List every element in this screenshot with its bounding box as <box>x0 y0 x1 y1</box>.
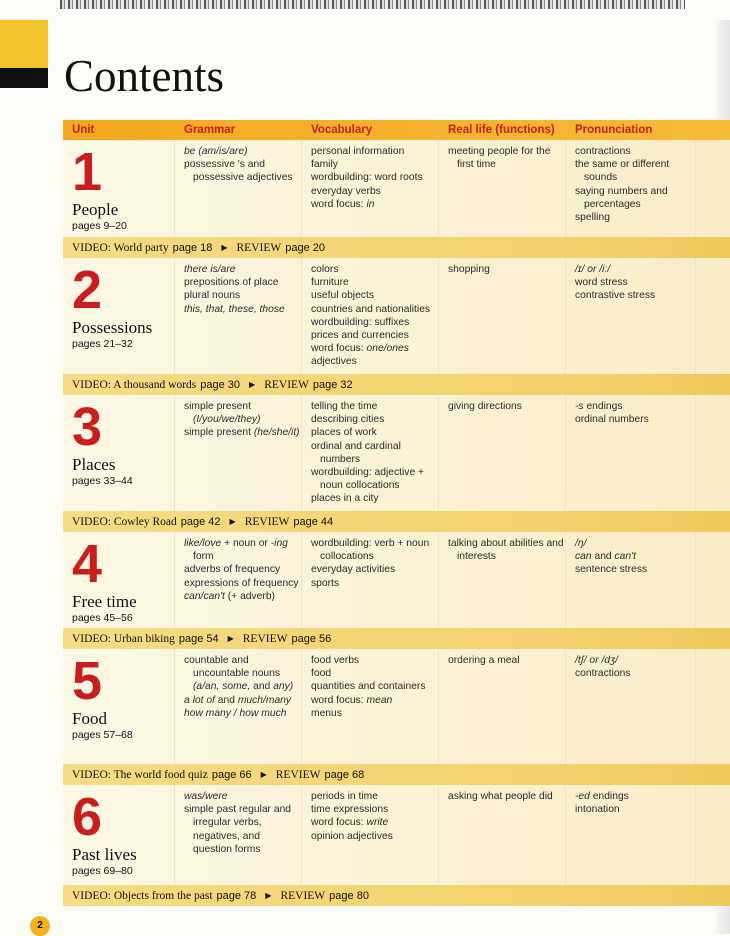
grammar-entry <box>184 276 301 289</box>
entry-text: like/love <box>184 538 222 549</box>
entry-text: was/were <box>184 791 228 802</box>
review-label: REVIEW <box>242 632 288 645</box>
entry-text: endings <box>583 401 623 412</box>
review-page: page 56 <box>291 632 332 645</box>
vocabulary-entry <box>311 440 438 466</box>
unit-row <box>63 532 730 628</box>
entry-text: in <box>366 198 375 210</box>
entry-text: word focus: <box>311 198 367 210</box>
entry-text: plural nouns <box>184 290 241 302</box>
entry-text: /tʃ/ or /dʒ/ <box>575 655 619 666</box>
entry-text: word focus: <box>311 817 367 829</box>
review-page: page 44 <box>293 515 334 528</box>
pronunciation-entry <box>575 211 695 224</box>
entry-text: can <box>575 551 592 563</box>
pronunciation-entry <box>575 276 695 289</box>
entry-text: be (am/is/are) <box>184 146 248 157</box>
entry-text: adverbs of frequency <box>184 564 281 576</box>
video-review-bar <box>63 885 730 906</box>
grammar-entry <box>184 289 301 302</box>
vocabulary-cell <box>302 532 439 628</box>
entry-text: intonation <box>575 804 620 816</box>
unit-name: Possessions <box>72 318 153 337</box>
entry-text: contractions <box>575 668 631 680</box>
entry-text: countries and nationalities <box>311 303 431 315</box>
entry-text: furniture <box>311 277 349 289</box>
entry-text: telling the time <box>311 401 378 412</box>
video-review-bar <box>63 628 730 649</box>
vocabulary-entry <box>311 413 438 426</box>
arrow-right-icon: ▶ <box>229 517 236 526</box>
vocabulary-entry <box>311 316 438 329</box>
vocabulary-entry <box>311 537 438 563</box>
grammar-entry <box>184 803 301 856</box>
unit-name: Past lives <box>72 845 137 864</box>
entry-text: (I/you/we/they) <box>193 414 261 426</box>
unit-row <box>63 258 730 374</box>
unit-row <box>63 785 730 885</box>
real-life-entry <box>448 790 565 803</box>
vocabulary-cell <box>302 258 439 374</box>
entry-text: ordinal and cardinal numbers <box>311 440 401 465</box>
entry-text: a lot of <box>184 694 215 706</box>
entry-text: form <box>193 551 214 563</box>
entry-text: time expressions <box>311 804 389 816</box>
vocabulary-entry <box>311 342 438 355</box>
vocabulary-entry <box>311 355 438 368</box>
entry-text: -ed <box>575 791 590 802</box>
unit-row <box>63 395 730 511</box>
pronunciation-entry <box>575 185 695 211</box>
entry-text: wordbuilding: word roots <box>311 172 423 184</box>
entry-text: ordinal numbers <box>575 414 649 426</box>
video-title: VIDEO: Urban biking <box>72 632 175 645</box>
entry-text: wordbuilding: suffixes <box>311 316 410 328</box>
vocabulary-entry <box>311 654 438 667</box>
entry-text: menus <box>311 707 342 719</box>
entry-text: colors <box>311 264 339 275</box>
entry-text: possessive 's and possessive adjectives <box>184 159 293 184</box>
video-review-bar <box>63 764 730 785</box>
entry-text: (+ adverb) <box>224 590 275 602</box>
unit-pages: pages 21–32 <box>72 338 133 351</box>
vocabulary-entry <box>311 158 438 171</box>
unit-number: 4 <box>72 534 103 594</box>
unit-number: 6 <box>72 787 103 847</box>
pronunciation-entry <box>575 145 695 158</box>
grammar-entry <box>184 400 301 426</box>
review-page: page 32 <box>312 378 353 391</box>
entry-text: talking about abilities and interests <box>448 538 564 563</box>
grammar-cell <box>175 395 302 511</box>
unit-row <box>63 140 730 237</box>
vocabulary-entry <box>311 263 438 276</box>
unit-pages: pages 69–80 <box>72 865 133 878</box>
unit-number: 1 <box>72 142 103 202</box>
real-life-entry <box>448 145 565 171</box>
arrow-right-icon: ▶ <box>227 634 234 643</box>
unit-cell <box>63 258 175 374</box>
pronunciation-cell <box>566 140 696 237</box>
arrow-right-icon: ▶ <box>221 243 228 252</box>
arrow-right-icon: ▶ <box>265 891 272 900</box>
entry-text: prepositions of place <box>184 277 279 289</box>
review-page: page 80 <box>329 889 369 902</box>
vocabulary-entry <box>311 329 438 342</box>
video-title: VIDEO: The world food quiz <box>72 768 208 781</box>
entry-text: wordbuilding: verb + noun collocations <box>311 538 430 563</box>
entry-text: everyday activities <box>311 564 396 576</box>
grammar-entry <box>184 537 301 563</box>
real-life-entry <box>448 400 565 413</box>
entry-text: adjectives <box>311 356 357 368</box>
unit-cell <box>63 532 175 628</box>
unit-rows <box>63 140 730 906</box>
real-life-entry <box>448 537 565 563</box>
vocabulary-entry <box>311 563 438 576</box>
video-page: page 66 <box>211 768 252 781</box>
entry-text: sentence stress <box>575 564 648 576</box>
pronunciation-entry <box>575 289 695 302</box>
video-title: VIDEO: A thousand words <box>72 378 197 391</box>
grammar-entry <box>184 694 301 707</box>
video-title: VIDEO: Cowley Road <box>72 515 177 528</box>
entry-text: one/ones <box>366 343 409 355</box>
header-pronunciation: Pronunciation <box>575 124 653 136</box>
entry-text: /ŋ/ <box>575 538 587 549</box>
unit-pages: pages 57–68 <box>72 729 133 742</box>
grammar-entry <box>184 263 301 276</box>
page-title: Contents <box>64 51 225 101</box>
pronunciation-entry <box>575 667 695 680</box>
entry-text: food <box>311 668 332 680</box>
entry-text: mean <box>366 694 393 706</box>
entry-text: -ing <box>270 538 288 549</box>
entry-text: (a/an, some, <box>193 681 251 693</box>
vocabulary-cell <box>302 140 439 237</box>
unit-cell <box>63 395 175 511</box>
entry-text: countable and uncountable nouns <box>184 655 281 680</box>
pronunciation-entry <box>575 563 695 576</box>
yellow-corner-block <box>0 20 48 68</box>
unit-name: People <box>72 200 119 219</box>
real-life-cell <box>439 532 566 628</box>
vocabulary-entry <box>311 790 438 803</box>
vocabulary-entry <box>311 694 438 707</box>
video-page: page 78 <box>216 889 257 902</box>
entry-text: and <box>591 551 615 563</box>
pronunciation-cell <box>566 258 696 374</box>
entry-text: the same or different sounds <box>575 159 670 184</box>
review-page: page 68 <box>324 768 365 781</box>
unit-cell <box>63 649 175 764</box>
pronunciation-cell <box>566 649 696 764</box>
vocabulary-entry <box>311 667 438 680</box>
entry-text: describing cities <box>311 414 385 426</box>
entry-text: simple present <box>184 427 254 439</box>
entry-text: family <box>311 159 338 171</box>
table-header <box>63 120 730 140</box>
entry-text: much/many <box>237 694 292 706</box>
vocabulary-entry <box>311 289 438 302</box>
grammar-cell <box>175 649 302 764</box>
grammar-entry <box>184 577 301 590</box>
grammar-cell <box>175 532 302 628</box>
vocabulary-entry <box>311 426 438 439</box>
pronunciation-entry <box>575 537 695 550</box>
video-page: page 54 <box>178 632 219 645</box>
entry-text: contractions <box>575 146 631 157</box>
vocabulary-entry <box>311 171 438 184</box>
unit-number: 5 <box>72 651 103 711</box>
unit-name: Food <box>72 709 107 728</box>
vocabulary-entry <box>311 680 438 693</box>
grammar-cell <box>175 140 302 237</box>
entry-text: quantities and containers <box>311 681 426 693</box>
entry-text: can't <box>614 551 636 563</box>
entry-text: everyday verbs <box>311 185 381 197</box>
header-grammar: Grammar <box>184 124 236 136</box>
video-title: VIDEO: Objects from the past <box>72 889 213 902</box>
entry-text: spelling <box>575 212 610 224</box>
real-life-cell <box>439 649 566 764</box>
grammar-entry <box>184 158 301 184</box>
entry-text: how many / how much <box>184 707 287 719</box>
review-page: page 20 <box>285 241 325 254</box>
unit-name: Places <box>72 455 116 474</box>
entry-text: useful objects <box>311 290 374 302</box>
entry-text: and <box>214 694 238 706</box>
unit-pages: pages 45–56 <box>72 612 133 625</box>
pronunciation-entry <box>575 790 695 803</box>
unit-number: 2 <box>72 260 103 320</box>
entry-text: -s <box>575 401 584 412</box>
entry-text: meeting people for the first time <box>448 146 551 171</box>
unit-cell <box>63 140 175 237</box>
video-page: page 30 <box>200 378 241 391</box>
entry-text: write <box>366 817 389 829</box>
review-label: REVIEW <box>244 515 290 528</box>
entry-text: places in a city <box>311 493 379 505</box>
vocabulary-entry <box>311 492 438 505</box>
pronunciation-entry <box>575 263 695 276</box>
entry-text: simple present <box>184 401 251 412</box>
vocabulary-entry <box>311 276 438 289</box>
unit-name: Free time <box>72 592 137 611</box>
review-label: REVIEW <box>275 768 321 781</box>
entry-text: can/can't <box>184 590 225 602</box>
entry-text: word focus: <box>311 694 367 706</box>
pronunciation-cell <box>566 785 696 885</box>
video-review-bar <box>63 237 730 258</box>
grammar-entry <box>184 563 301 576</box>
entry-text: periods in time <box>311 791 378 802</box>
grammar-cell <box>175 785 302 885</box>
contents-table <box>63 120 730 906</box>
video-page: page 42 <box>180 515 221 528</box>
pronunciation-entry <box>575 654 695 667</box>
entry-text: ordering a meal <box>448 655 520 666</box>
vocabulary-cell <box>302 785 439 885</box>
arrow-right-icon: ▶ <box>249 380 256 389</box>
video-review-bar <box>63 374 730 395</box>
pronunciation-entry <box>575 158 695 184</box>
header-real-life: Real life (functions) <box>448 124 555 136</box>
entry-text: endings <box>589 791 629 802</box>
unit-pages: pages 33–44 <box>72 475 133 488</box>
pronunciation-cell <box>566 532 696 628</box>
grammar-entry <box>184 303 301 316</box>
entry-text: asking what people did <box>448 791 553 802</box>
real-life-cell <box>439 258 566 374</box>
entry-text: personal information <box>311 146 405 157</box>
grammar-entry <box>184 654 301 694</box>
entry-text: opinion adjectives <box>311 830 393 842</box>
entry-text: shopping <box>448 264 490 275</box>
unit-cell <box>63 785 175 885</box>
vocabulary-entry <box>311 803 438 816</box>
vocabulary-entry <box>311 466 438 492</box>
entry-text: expressions of frequency <box>184 577 299 589</box>
video-page: page 18 <box>172 241 213 254</box>
video-review-bar <box>63 511 730 532</box>
entry-text: there is/are <box>184 264 236 275</box>
arrow-right-icon: ▶ <box>260 770 267 779</box>
review-label: REVIEW <box>236 241 282 254</box>
unit-row <box>63 649 730 764</box>
entry-text: saying numbers and percentages <box>575 185 668 210</box>
real-life-cell <box>439 785 566 885</box>
entry-text: food verbs <box>311 655 360 666</box>
grammar-entry <box>184 426 301 439</box>
pronunciation-entry <box>575 803 695 816</box>
entry-text: and <box>250 681 274 693</box>
grammar-cell <box>175 258 302 374</box>
entry-text: wordbuilding: adjective + noun collocations <box>311 467 425 492</box>
grammar-entry <box>184 707 301 720</box>
unit-pages: pages 9–20 <box>72 220 127 233</box>
vocabulary-entry <box>311 145 438 158</box>
entry-text: contrastive stress <box>575 290 656 302</box>
entry-text: places of work <box>311 427 377 439</box>
video-title: VIDEO: World party <box>72 241 169 254</box>
entry-text: simple past regular and irregular verbs, negatives, and question forms <box>184 804 292 855</box>
review-label: REVIEW <box>280 889 326 902</box>
grammar-entry <box>184 590 301 603</box>
entry-text: + noun or <box>221 538 271 549</box>
pronunciation-entry <box>575 400 695 413</box>
pronunciation-entry <box>575 413 695 426</box>
vocabulary-entry <box>311 198 438 211</box>
entry-text: this, that, these, those <box>184 303 285 315</box>
entry-text: prices and currencies <box>311 330 409 342</box>
pronunciation-cell <box>566 395 696 511</box>
pronunciation-entry <box>575 550 695 563</box>
header-vocabulary: Vocabulary <box>311 124 373 136</box>
real-life-entry <box>448 263 565 276</box>
header-unit: Unit <box>72 124 95 136</box>
real-life-entry <box>448 654 565 667</box>
top-decorative-strip <box>60 0 685 9</box>
grammar-entry <box>184 790 301 803</box>
entry-text: (he/she/it) <box>253 427 300 439</box>
vocabulary-entry <box>311 185 438 198</box>
page-number: 2 <box>30 916 50 936</box>
grammar-entry <box>184 145 301 158</box>
entry-text: word focus: <box>311 343 367 355</box>
entry-text: giving directions <box>448 401 522 412</box>
black-corner-bar <box>0 68 48 88</box>
review-label: REVIEW <box>264 378 309 391</box>
vocabulary-entry <box>311 400 438 413</box>
vocabulary-entry <box>311 577 438 590</box>
vocabulary-cell <box>302 649 439 764</box>
real-life-cell <box>439 395 566 511</box>
entry-text: sports <box>311 577 340 589</box>
vocabulary-entry <box>311 816 438 829</box>
entry-text: /ɪ/ or /iː/ <box>575 264 611 275</box>
unit-number: 3 <box>72 397 103 457</box>
vocabulary-cell <box>302 395 439 511</box>
entry-text: word stress <box>575 277 628 289</box>
vocabulary-entry <box>311 303 438 316</box>
vocabulary-entry <box>311 707 438 720</box>
real-life-cell <box>439 140 566 237</box>
vocabulary-entry <box>311 830 438 843</box>
entry-text: any) <box>273 681 294 693</box>
